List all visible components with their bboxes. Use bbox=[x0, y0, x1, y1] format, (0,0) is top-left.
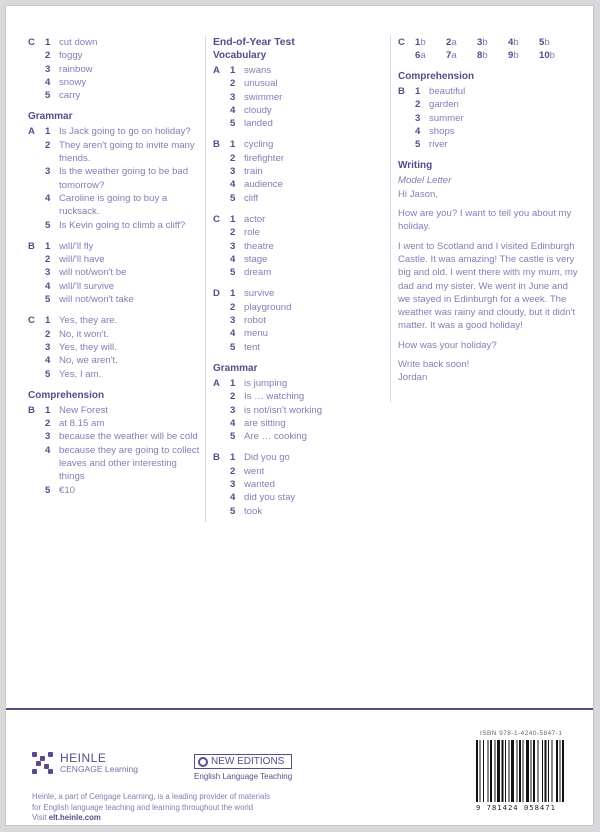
answer-key-page bbox=[6, 6, 593, 825]
answer: cliff bbox=[244, 192, 259, 204]
answer: Did you go bbox=[244, 452, 290, 464]
answer: took bbox=[244, 505, 263, 517]
answer: foggy bbox=[59, 50, 83, 62]
answer-group: B 1 will/'ll fly 2 will/'ll have 3 will not/won't be 4 will/'ll survive 5 will not/won't take bbox=[28, 240, 200, 306]
section-title-grammar: Grammar bbox=[28, 111, 73, 123]
answer-group: A 1 swans 2 unusual 3 swimmer 4 cloudy 5 landed bbox=[213, 64, 385, 130]
column-middle bbox=[213, 36, 385, 526]
answer: will not/won't be bbox=[59, 267, 127, 279]
answer: Yes, they will. bbox=[59, 341, 117, 353]
answer: They aren't going to invite many friends. bbox=[59, 139, 195, 165]
section-title-writing: Writing bbox=[398, 160, 433, 172]
letter-greeting: Hi Jason, bbox=[398, 188, 438, 200]
elt-label: English Language Teaching bbox=[194, 772, 293, 781]
heinle-logo bbox=[32, 752, 138, 774]
column-left bbox=[28, 36, 200, 505]
footer-rule bbox=[6, 708, 593, 710]
answer: Is Kevin going to climb a cliff? bbox=[59, 219, 186, 231]
barcode-digits: 9 781424 058471 bbox=[476, 803, 556, 812]
new-editions-label: NEW EDITIONS bbox=[211, 756, 285, 767]
website-link[interactable]: elt.heinle.com bbox=[48, 813, 101, 822]
answer: cut down bbox=[59, 37, 98, 48]
answer: snowy bbox=[59, 76, 87, 88]
answer: unusual bbox=[244, 78, 278, 90]
answer: carry bbox=[59, 90, 81, 102]
answer-group: A 1 is jumping 2 Is … watching 3 is not/isn't working 4 are sitting 5 Are … cooking bbox=[213, 377, 385, 443]
answer: will/'ll fly bbox=[59, 240, 94, 252]
answer-group: B 1 New Forest 2 at 8.15 am 3 because the weather will be cold 4 because they are going to collect leaves and other interesting things 5 €10 bbox=[28, 404, 200, 496]
answer: Is the weather going to be bad tomorrow? bbox=[59, 166, 189, 191]
letter-closing: Write back soon! bbox=[398, 359, 470, 371]
answer: Yes, I am. bbox=[59, 368, 102, 380]
section-title-comprehension: Comprehension bbox=[28, 389, 105, 401]
answer: firefighter bbox=[244, 152, 284, 164]
answer: is jumping bbox=[244, 377, 288, 389]
answer: stage bbox=[244, 253, 268, 265]
answer: will not/won't take bbox=[59, 294, 134, 306]
letter-paragraph: How are you? I want to tell you about my holiday. bbox=[398, 208, 572, 233]
answer: cloudy bbox=[244, 104, 272, 116]
answer: is not/isn't working bbox=[244, 404, 323, 416]
letter-signature: Jordan bbox=[398, 372, 428, 384]
cengage-wordmark: CENGAGE Learning bbox=[60, 764, 138, 774]
answer: are sitting bbox=[244, 417, 286, 429]
answer: swimmer bbox=[244, 91, 283, 103]
answer: audience bbox=[244, 179, 283, 191]
answer: will/'ll survive bbox=[59, 280, 115, 292]
new-editions-logo bbox=[194, 754, 292, 783]
letter-paragraph: How was your holiday? bbox=[398, 339, 497, 351]
answer: did you stay bbox=[244, 492, 296, 504]
answer: shops bbox=[429, 125, 455, 137]
answer: Caroline is going to buy a rucksack. bbox=[59, 192, 168, 218]
model-letter-label: Model Letter bbox=[398, 175, 452, 187]
answer-group: C 1 cut down 2 foggy 3 rainbow 4 snowy 5 carry bbox=[28, 36, 200, 102]
answer: wanted bbox=[244, 479, 275, 491]
section-title-comprehension: Comprehension bbox=[398, 71, 475, 82]
answer: actor bbox=[244, 213, 266, 225]
answer: will/'ll have bbox=[59, 254, 105, 266]
section-title-grammar: Grammar bbox=[213, 362, 258, 374]
answer: dream bbox=[244, 267, 272, 279]
answer: New Forest bbox=[59, 404, 109, 416]
answer: tent bbox=[244, 341, 261, 353]
answer: robot bbox=[244, 315, 266, 327]
answer: role bbox=[244, 227, 260, 239]
answer: €10 bbox=[59, 484, 76, 496]
answer: playground bbox=[244, 301, 292, 313]
answer: No, we aren't. bbox=[59, 355, 118, 367]
answer: summer bbox=[429, 112, 464, 124]
answer: went bbox=[244, 465, 265, 477]
new-editions-icon bbox=[198, 757, 208, 767]
column-divider bbox=[390, 36, 391, 402]
writing-section bbox=[398, 159, 578, 384]
isbn-text: ISBN 978-1-4240-5847-1 bbox=[480, 730, 563, 737]
answer: menu bbox=[244, 328, 268, 340]
barcode bbox=[476, 740, 572, 802]
section-title-vocabulary: Vocabulary bbox=[213, 50, 267, 61]
answer-grid: C 1 b 2 a 3 b 4 b 5 b 6 a 7 a 8 b 9 b 10 b bbox=[398, 37, 556, 61]
publisher-blurb: Heinle, a part of Cengage Learning, is a leading provider of materials for English language teaching and learning throughout the world Visit elt.heinle.com bbox=[32, 792, 270, 822]
answer: river bbox=[429, 139, 448, 151]
answer: Are … cooking bbox=[244, 431, 307, 443]
answer: because they are going to collect leaves and other interesting things bbox=[59, 444, 200, 483]
answer-group: B 1 Did you go 2 went 3 wanted 4 did you stay 5 took bbox=[213, 451, 385, 517]
heinle-mark-icon bbox=[32, 752, 54, 774]
heinle-wordmark: HEINLE bbox=[60, 751, 107, 765]
answer: beautiful bbox=[429, 86, 466, 97]
answer: Is Jack going to go on holiday? bbox=[59, 126, 191, 138]
column-right bbox=[398, 36, 578, 391]
test-title: End-of-Year Test bbox=[213, 37, 295, 48]
answer-group: B 1 beautiful 2 garden 3 summer 4 shops 5 river bbox=[398, 85, 578, 151]
column-divider bbox=[205, 36, 206, 522]
answer-group: A 1 Is Jack going to go on holiday? 2 They aren't going to invite many friends. 3 Is the weather going to be bad tomorrow? 4 Caroline is going to buy a rucksack. 5 Is Kevin going to climb a cliff? bbox=[28, 125, 200, 231]
answer: cycling bbox=[244, 139, 274, 151]
answer: survive bbox=[244, 288, 275, 300]
answer: swans bbox=[244, 65, 272, 76]
answer: Yes, they are. bbox=[59, 315, 118, 327]
answer: at 8.15 am bbox=[59, 418, 105, 430]
answer: No, it won't. bbox=[59, 328, 109, 340]
answer: garden bbox=[429, 99, 459, 111]
answer: rainbow bbox=[59, 63, 93, 75]
answer-group: D 1 survive 2 playground 3 robot 4 menu 5 tent bbox=[213, 287, 385, 353]
answer: landed bbox=[244, 118, 273, 130]
answer: train bbox=[244, 166, 263, 178]
answer-group: C 1 actor 2 role 3 theatre 4 stage 5 dream bbox=[213, 213, 385, 279]
answer-group: C 1 Yes, they are. 2 No, it won't. 3 Yes, they will. 4 No, we aren't. 5 Yes, I am. bbox=[28, 314, 200, 380]
answer: Is … watching bbox=[244, 391, 305, 403]
answer-group: B 1 cycling 2 firefighter 3 train 4 audience 5 cliff bbox=[213, 138, 385, 204]
exercise-letter: C bbox=[28, 37, 35, 48]
answer: theatre bbox=[244, 240, 274, 252]
answer: because the weather will be cold bbox=[59, 431, 198, 443]
letter-paragraph: I went to Scotland and I visited Edinburgh Castle. It was amazing! The castle is very big and old. I went there with my mum, my dad and my sister. We went in June and we stayed in Edinburgh for a week. The weather was rainy and cloudy, but it didn't matter. It was a good holiday! bbox=[398, 240, 578, 332]
